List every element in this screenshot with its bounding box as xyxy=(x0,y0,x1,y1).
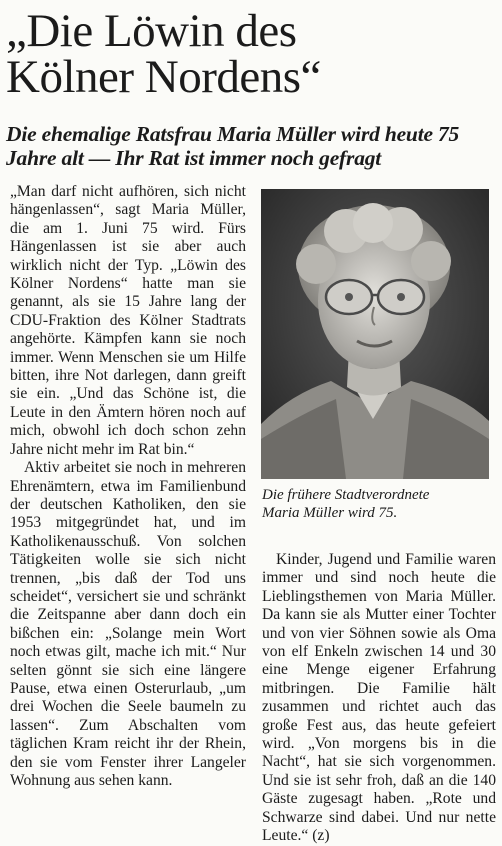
caption-line-2: Maria Müller wird 75. xyxy=(262,505,398,521)
article-column-left xyxy=(10,183,246,790)
headline-line-2: Kölner Nordens“ xyxy=(6,51,321,103)
headline xyxy=(6,5,486,103)
paragraph-3: Kinder, Jugend und Familie waren immer und sind noch heute die Lieblingsthemen von Maria Müller. Da kann sie als Mutter einer Tochter und von vier Söhnen sowie als Oma von elf Enkeln zwischen 14 und 30 eine Menge eigener Erfahrung mitbringen. Die Familie hält zusammen und richtet auch das große Fest aus, das heute gefeiert wird. „Von morgens bis in die Nacht“, hat sie sich vorgenommen. Und sie ist sehr froh, daß an die 140 Gäste zugesagt haben. „Rote und Schwarze sind dabei. Und nur nette Leute.“ (z) xyxy=(262,551,496,845)
photo-caption xyxy=(262,486,492,522)
subheadline: Die ehemalige Ratsfrau Maria Müller wird heute 75 Jahre alt — Ihr Rat ist immer noch gefragt xyxy=(6,122,460,170)
paragraph-1: „Man darf nicht aufhören, sich nicht hängenlassen“, sagt Maria Müller, die am 1. Juni 75 wird. Fürs Hängenlassen ist sie aber auch wirklich nicht der Typ. „Löwin des Kölner Nordens“ hatte man sie genannt, als sie 15 Jahre lang der CDU-Fraktion des Kölner Stadtrats angehörte. Kämpfen kann sie noch immer. Wenn Menschen sie um Hilfe bitten, ihre Not darlegen, dann greift sie ein. „Und das Schöne ist, die Leute in den Ämtern hören noch auf mich, obwohl ich doch schon zehn Jahre nicht mehr im Rat bin.“ xyxy=(10,183,246,458)
paragraph-2: Aktiv arbeitet sie noch in mehreren Ehrenämtern, etwa im Familienbund der deutschen Katholiken, den sie 1953 mitgegründet hat, und im Katholikenausschuß. Von solchen Tätigkeiten wolle sie sich nicht trennen, „bis daß der Tod uns scheidet“, versichert sie und schränkt die Zeitspanne aber dann doch ein bißchen ein: „Solange mein Wort noch etwas gilt, mache ich mit.“ Nur selten gönnt sie sich eine längere Pause, etwa einen Osterurlaub, „um drei Wochen die Seele baumeln zu lassen“. Zum Abschalten vom täglichen Kram reicht ihr der Rhein, den sie vom Fenster ihrer Langeler Wohnung aus sehen kann. xyxy=(10,459,246,789)
portrait-photo xyxy=(261,189,489,479)
article-column-right xyxy=(262,551,496,846)
portrait-image xyxy=(261,189,489,479)
headline-line-1: „Die Löwin des xyxy=(6,5,297,57)
caption-line-1: Die frühere Stadtverordnete xyxy=(262,487,430,503)
